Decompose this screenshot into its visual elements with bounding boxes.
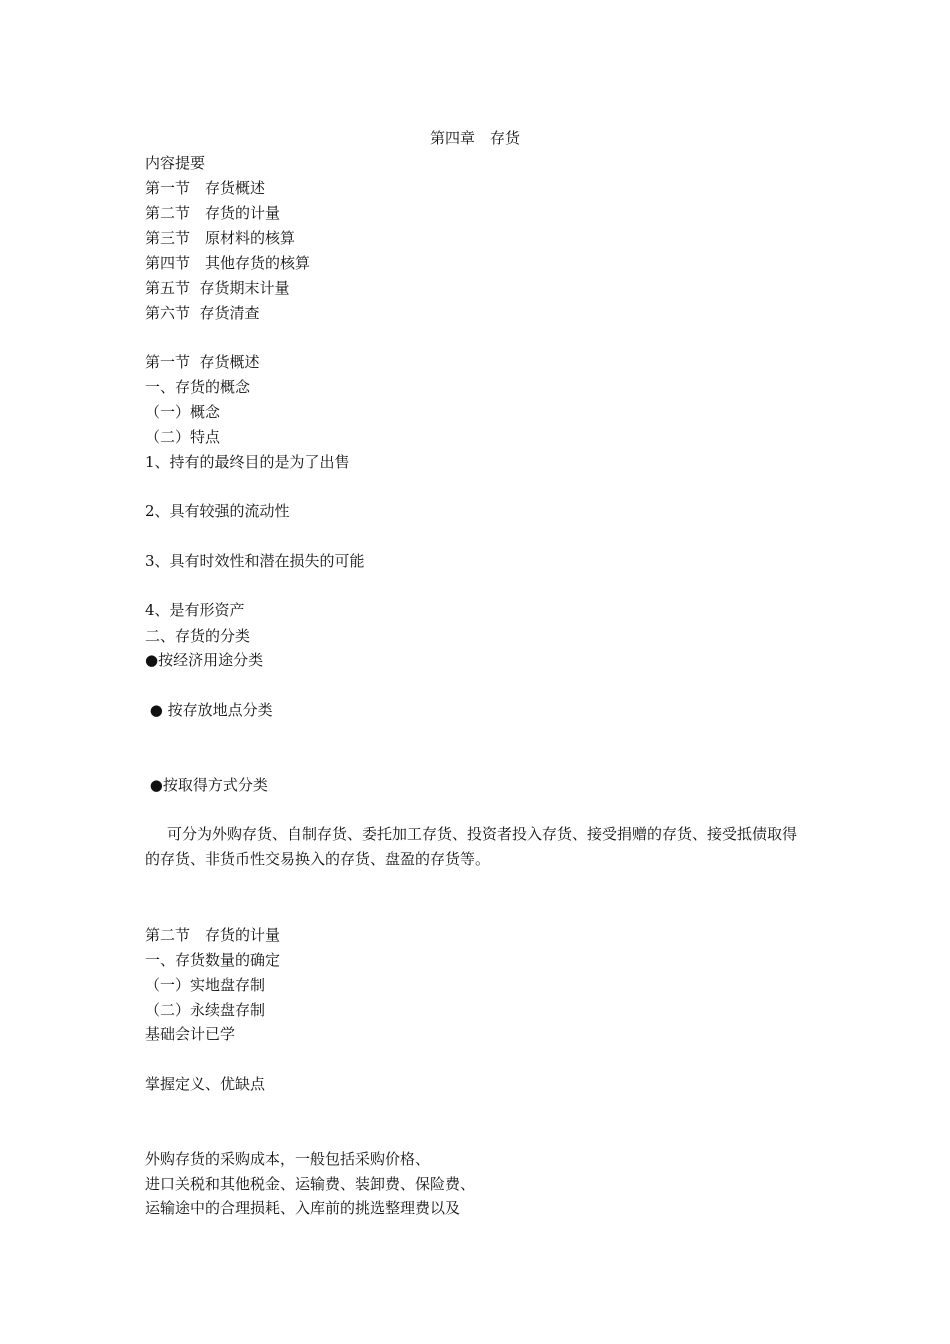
feature-item: 2、具有较强的流动性 xyxy=(145,502,290,520)
sub-heading: （二）特点 xyxy=(145,428,221,446)
cost-line: 进口关税和其他税金、运输费、装卸费、保险费、 xyxy=(145,1175,476,1193)
toc-item: 第三节 原材料的核算 xyxy=(145,229,296,247)
bullet-item: ●按取得方式分类 xyxy=(145,776,268,794)
toc-item: 第四节 其他存货的核算 xyxy=(145,254,311,272)
part-heading: 二、存货的分类 xyxy=(145,627,251,645)
toc-item: 第六节 存货清查 xyxy=(145,304,260,322)
bullet-item: ● 按存放地点分类 xyxy=(145,701,273,719)
feature-item: 4、是有形资产 xyxy=(145,601,245,619)
toc-item: 第二节 存货的计量 xyxy=(145,204,281,222)
feature-item: 1、持有的最终目的是为了出售 xyxy=(145,453,350,471)
sub-heading: （一）实地盘存制 xyxy=(145,976,266,994)
chapter-title: 第四章 存货 xyxy=(429,129,520,147)
toc-item: 第五节 存货期末计量 xyxy=(145,279,290,297)
cost-line: 运输途中的合理损耗、入库前的挑选整理费以及 xyxy=(145,1199,461,1217)
feature-item: 3、具有时效性和潜在损失的可能 xyxy=(145,552,365,570)
toc-heading: 内容提要 xyxy=(145,154,206,172)
classification-paragraph: 可分为外购存货、自制存货、委托加工存货、投资者投入存货、接受捐赠的存货、接受抵债取得的存货、非货币性交易换入的存货、盘盈的存货等。 xyxy=(145,825,798,868)
bullet-item: ●按经济用途分类 xyxy=(145,651,264,669)
section-heading: 第二节 存货的计量 xyxy=(145,926,281,944)
part-heading: 一、存货的概念 xyxy=(145,378,251,396)
toc-item: 第一节 存货概述 xyxy=(145,179,266,197)
part-heading: 一、存货数量的确定 xyxy=(145,951,281,969)
sub-heading: （二）永续盘存制 xyxy=(145,1001,266,1019)
note-text: 掌握定义、优缺点 xyxy=(145,1075,266,1093)
cost-line: 外购存货的采购成本，一般包括采购价格、 xyxy=(145,1150,431,1168)
section-heading: 第一节 存货概述 xyxy=(145,353,260,371)
sub-heading: （一）概念 xyxy=(145,403,221,421)
note-text: 基础会计已学 xyxy=(145,1025,236,1043)
